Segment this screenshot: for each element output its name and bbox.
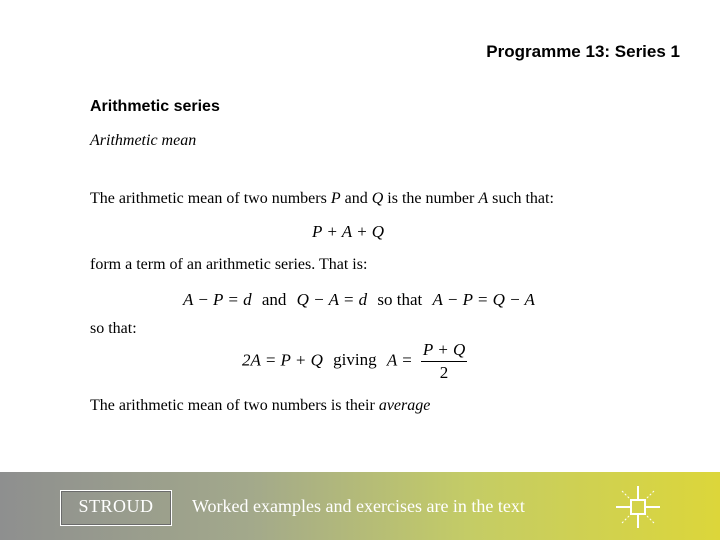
definition-text-d: such that: [488, 190, 554, 207]
average-text: The arithmetic mean of two numbers is their [90, 397, 379, 414]
series-paragraph: form a term of an arithmetic series. That is: [90, 256, 368, 273]
equation-differences [183, 290, 535, 310]
fraction-numerator: P + Q [421, 340, 467, 362]
section-title: Arithmetic series [90, 98, 220, 115]
fraction-denominator: 2 [439, 363, 449, 382]
sothat-paragraph: so that: [90, 320, 137, 337]
definition-text-c: is the number [383, 190, 479, 207]
section-subtitle: Arithmetic mean [90, 132, 197, 149]
eq2-mid: Q − A = d [296, 290, 368, 309]
compass-burst-icon [612, 484, 664, 530]
var-p: P [330, 190, 341, 207]
definition-paragraph [90, 190, 554, 208]
var-a: A [478, 190, 489, 207]
eq3-left: 2A = P + Q [242, 350, 323, 370]
eq2-and: and [261, 290, 287, 309]
equation-mean [242, 340, 467, 383]
programme-header: Programme 13: Series 1 [486, 42, 680, 61]
stroud-button[interactable]: STROUD [60, 490, 172, 526]
average-word: average [378, 397, 431, 414]
mean-fraction [421, 340, 467, 383]
definition-text-b: and [340, 190, 372, 207]
footer-text: Worked examples and exercises are in the text [192, 496, 525, 516]
eq2-left: A − P = d [183, 290, 252, 309]
definition-text-a: The arithmetic mean of two numbers [90, 190, 331, 207]
equation-terms: P + A + Q [312, 222, 385, 241]
average-paragraph [90, 397, 430, 415]
eq2-sothat: so that [377, 290, 423, 309]
var-q: Q [371, 190, 384, 207]
eq3-giving: giving [333, 350, 377, 370]
eq2-right: A − P = Q − A [432, 290, 535, 309]
eq3-lhs: A = [386, 350, 413, 370]
